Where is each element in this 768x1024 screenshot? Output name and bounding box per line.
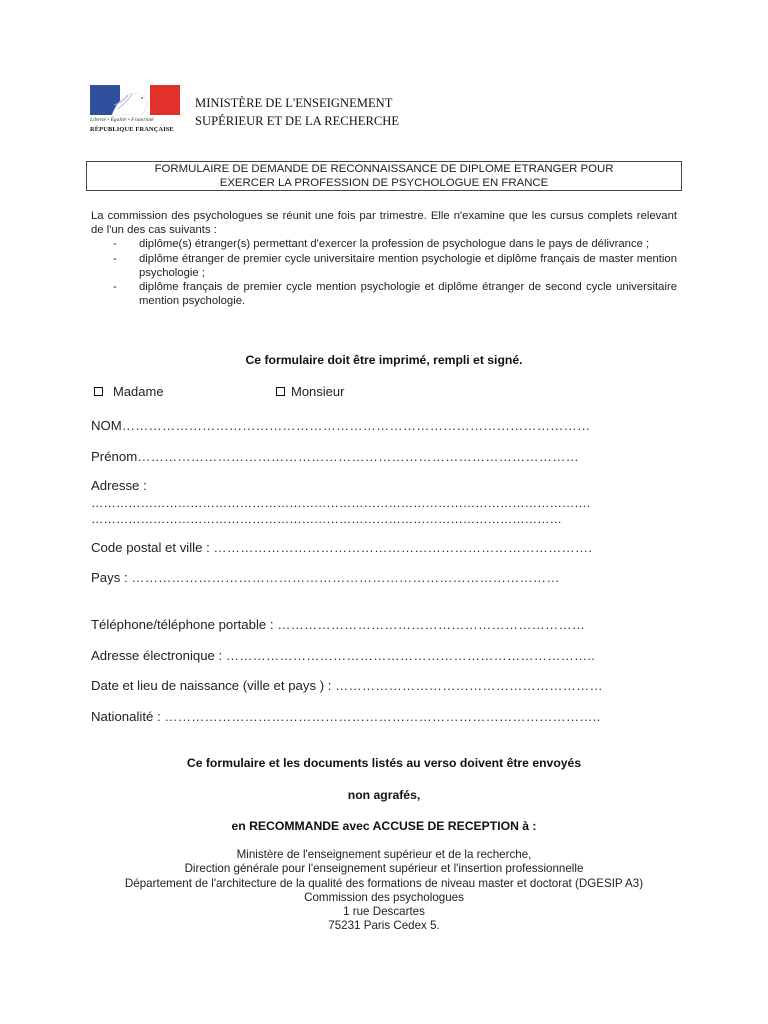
- ministry-line-1: MINISTÈRE DE L'ENSEIGNEMENT: [195, 96, 393, 110]
- marianne-flag-icon: [90, 85, 180, 115]
- republique-francaise-logo: [90, 85, 182, 137]
- pays-dots: ……………………………………………………………………………………: [131, 570, 560, 585]
- list-dash: -: [113, 238, 117, 251]
- naissance-dots: ……………………………………………………: [335, 678, 603, 693]
- nom-label: NOM: [91, 418, 122, 433]
- form-title-line-2: EXERCER LA PROFESSION DE PSYCHOLOGUE EN FRANCE: [219, 176, 549, 189]
- intro-section: [91, 209, 677, 308]
- list-item-text: diplôme(s) étranger(s) permettant d'exercer la profession de psychologue dans le pays de délivrance ;: [139, 238, 650, 251]
- mailing-address: [86, 848, 682, 934]
- pays-label: Pays :: [91, 570, 132, 585]
- address-line: Ministère de l'enseignement supérieur et de la recherche,: [236, 848, 532, 861]
- nom-field[interactable]: [91, 418, 590, 434]
- print-notice: Ce formulaire doit être imprimé, rempli et signé.: [245, 353, 523, 367]
- madame-label: Madame: [113, 384, 164, 399]
- ministry-line-2: SUPÉRIEUR ET DE LA RECHERCHE: [195, 114, 400, 128]
- adresse-dots-line-1[interactable]: ………………………………………………………………………………………………………….: [91, 496, 591, 510]
- nationalite-label: Nationalité :: [91, 709, 165, 724]
- address-line: 1 rue Descartes: [343, 905, 425, 919]
- monsieur-option[interactable]: [276, 384, 344, 399]
- sending-instruction-line-1: Ce formulaire et les documents listés au verso doivent être envoyés: [186, 756, 582, 770]
- list-item-text: diplôme étranger de premier cycle universitaire mention psychologie et diplôme français de master mention psychologie ;: [139, 252, 677, 279]
- list-item: [91, 237, 677, 251]
- email-field[interactable]: [91, 648, 595, 664]
- adresse-label: Adresse :: [91, 478, 147, 493]
- eligibility-list: [91, 237, 677, 308]
- monsieur-checkbox[interactable]: [276, 387, 285, 396]
- logo-republique-francaise: RÉPUBLIQUE FRANÇAISE: [90, 126, 174, 133]
- monsieur-label: Monsieur: [291, 384, 345, 399]
- email-label: Adresse électronique :: [91, 648, 226, 663]
- list-item: [91, 280, 677, 308]
- ministry-name: [195, 94, 399, 130]
- list-dash: -: [113, 281, 117, 294]
- nom-dots: ……………………………………………………………………………………………: [121, 418, 591, 433]
- list-dash: -: [113, 252, 117, 265]
- address-line: 75231 Paris Cedex 5.: [328, 919, 440, 933]
- code-postal-field[interactable]: [91, 540, 592, 556]
- naissance-label: Date et lieu de naissance (ville et pays ) :: [91, 678, 336, 693]
- telephone-dots: ……………………………………………………………: [277, 617, 586, 632]
- email-dots: ………………………………………………………………………..: [225, 648, 596, 663]
- madame-checkbox[interactable]: [94, 387, 103, 396]
- form-title-line-1: FORMULAIRE DE DEMANDE DE RECONNAISSANCE DE DIPLOME ETRANGER POUR: [154, 163, 614, 175]
- list-item: [91, 252, 677, 280]
- form-title-box: [86, 161, 682, 191]
- list-item-text: diplôme français de premier cycle mention psychologie et diplôme étranger de second cycle universitaire mention psychologie.: [139, 281, 677, 308]
- sending-instruction-line-2: non agrafés,: [347, 788, 421, 802]
- address-line: Direction générale pour l'enseignement supérieur et l'insertion professionnelle: [184, 862, 584, 876]
- madame-option[interactable]: [94, 384, 164, 399]
- prenom-dots: ………………………………………………………………………………………: [137, 449, 579, 464]
- naissance-field[interactable]: [91, 678, 603, 694]
- address-line: Département de l'architecture de la qualité des formations de niveau master et doctorat (DGESIP A3): [124, 876, 644, 890]
- nationalite-dots: ……………………………………………………………………………………..: [164, 709, 601, 724]
- code-postal-label: Code postal et ville :: [91, 540, 214, 555]
- sending-instruction-line-3: en RECOMMANDE avec ACCUSE DE RECEPTION à :: [231, 819, 537, 833]
- pays-field[interactable]: [91, 570, 560, 586]
- adresse-dots-line-2[interactable]: ……………………………………………………………………………………………………: [91, 512, 562, 526]
- logo-motto: Liberté • Égalité • Fraternité: [90, 117, 154, 123]
- code-postal-dots: ………………………………………………………………………….: [213, 540, 593, 555]
- nationalite-field[interactable]: [91, 709, 600, 725]
- intro-paragraph: La commission des psychologues se réunit une fois par trimestre. Elle n'examine que les cursus complets relevant de l'un des cas suivants :: [91, 210, 677, 237]
- telephone-field[interactable]: [91, 617, 585, 633]
- prenom-label: Prénom: [91, 449, 138, 464]
- telephone-label: Téléphone/téléphone portable :: [91, 617, 278, 632]
- prenom-field[interactable]: [91, 449, 579, 465]
- address-line: Commission des psychologues: [304, 890, 464, 904]
